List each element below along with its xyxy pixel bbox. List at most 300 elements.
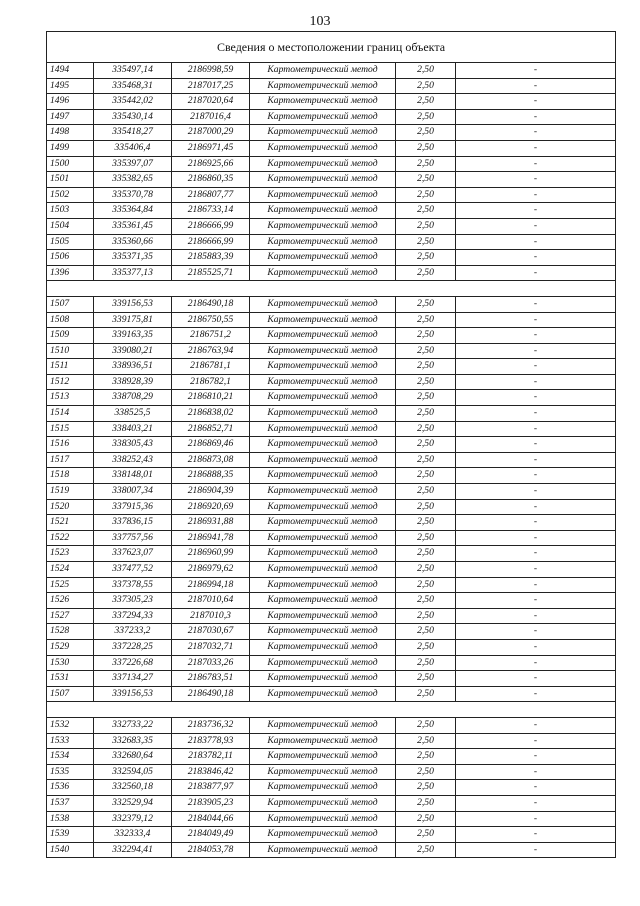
table-row — [47, 328, 616, 344]
method-cell: Картометрический метод — [250, 717, 396, 733]
table-row — [47, 655, 616, 671]
point-number-cell: 1534 — [47, 749, 94, 765]
method-cell: Картометрический метод — [250, 515, 396, 531]
accuracy-cell: 2,50 — [396, 359, 456, 375]
x-coordinate-cell: 332733,22 — [94, 717, 172, 733]
table-row — [47, 562, 616, 578]
accuracy-cell: 2,50 — [396, 624, 456, 640]
accuracy-cell: 2,50 — [396, 811, 456, 827]
table-row — [47, 374, 616, 390]
description-cell: - — [456, 717, 616, 733]
point-number-cell: 1495 — [47, 78, 94, 94]
x-coordinate-cell: 339156,53 — [94, 686, 172, 702]
y-coordinate-cell: 2186960,99 — [172, 546, 250, 562]
method-cell: Картометрический метод — [250, 577, 396, 593]
x-coordinate-cell: 332683,35 — [94, 733, 172, 749]
point-number-cell: 1526 — [47, 593, 94, 609]
accuracy-cell: 2,50 — [396, 218, 456, 234]
table-row — [47, 437, 616, 453]
x-coordinate-cell: 337134,27 — [94, 671, 172, 687]
x-coordinate-cell: 332560,18 — [94, 780, 172, 796]
accuracy-cell: 2,50 — [396, 795, 456, 811]
y-coordinate-cell: 2186810,21 — [172, 390, 250, 406]
accuracy-cell: 2,50 — [396, 63, 456, 79]
table-row — [47, 733, 616, 749]
y-coordinate-cell: 2187017,25 — [172, 78, 250, 94]
description-cell: - — [456, 406, 616, 422]
accuracy-cell: 2,50 — [396, 671, 456, 687]
point-number-cell: 1535 — [47, 764, 94, 780]
table-row — [47, 218, 616, 234]
x-coordinate-cell: 335370,78 — [94, 187, 172, 203]
y-coordinate-cell: 2187016,4 — [172, 109, 250, 125]
table-row — [47, 187, 616, 203]
table-row — [47, 234, 616, 250]
description-cell: - — [456, 187, 616, 203]
description-cell: - — [456, 374, 616, 390]
method-cell: Картометрический метод — [250, 671, 396, 687]
description-cell: - — [456, 218, 616, 234]
accuracy-cell: 2,50 — [396, 390, 456, 406]
table-row — [47, 156, 616, 172]
table-row — [47, 484, 616, 500]
accuracy-cell: 2,50 — [396, 140, 456, 156]
point-number-cell: 1502 — [47, 187, 94, 203]
method-cell: Картометрический метод — [250, 94, 396, 110]
y-coordinate-cell: 2185525,71 — [172, 265, 250, 281]
separator-row — [47, 281, 616, 297]
description-cell: - — [456, 827, 616, 843]
accuracy-cell: 2,50 — [396, 203, 456, 219]
description-cell: - — [456, 546, 616, 562]
y-coordinate-cell: 2186666,99 — [172, 234, 250, 250]
description-cell: - — [456, 63, 616, 79]
x-coordinate-cell: 338928,39 — [94, 374, 172, 390]
description-cell: - — [456, 125, 616, 141]
accuracy-cell: 2,50 — [396, 406, 456, 422]
y-coordinate-cell: 2186783,51 — [172, 671, 250, 687]
method-cell: Картометрический метод — [250, 140, 396, 156]
description-cell: - — [456, 733, 616, 749]
description-cell: - — [456, 686, 616, 702]
y-coordinate-cell: 2186931,88 — [172, 515, 250, 531]
point-number-cell: 1515 — [47, 421, 94, 437]
table-row — [47, 515, 616, 531]
table-row — [47, 78, 616, 94]
description-cell: - — [456, 203, 616, 219]
table-row — [47, 671, 616, 687]
accuracy-cell: 2,50 — [396, 437, 456, 453]
y-coordinate-cell: 2187010,3 — [172, 608, 250, 624]
method-cell: Картометрический метод — [250, 686, 396, 702]
table-row — [47, 109, 616, 125]
accuracy-cell: 2,50 — [396, 78, 456, 94]
y-coordinate-cell: 2187033,26 — [172, 655, 250, 671]
point-number-cell: 1521 — [47, 515, 94, 531]
point-number-cell: 1508 — [47, 312, 94, 328]
y-coordinate-cell: 2186994,18 — [172, 577, 250, 593]
table-row — [47, 608, 616, 624]
table-row — [47, 421, 616, 437]
point-number-cell: 1538 — [47, 811, 94, 827]
point-number-cell: 1528 — [47, 624, 94, 640]
accuracy-cell: 2,50 — [396, 125, 456, 141]
point-number-cell: 1522 — [47, 530, 94, 546]
point-number-cell: 1529 — [47, 639, 94, 655]
y-coordinate-cell: 2187000,29 — [172, 125, 250, 141]
table-row — [47, 811, 616, 827]
point-number-cell: 1500 — [47, 156, 94, 172]
accuracy-cell: 2,50 — [396, 484, 456, 500]
method-cell: Картометрический метод — [250, 499, 396, 515]
table-row — [47, 795, 616, 811]
table-row — [47, 749, 616, 765]
method-cell: Картометрический метод — [250, 468, 396, 484]
point-number-cell: 1519 — [47, 484, 94, 500]
separator-row — [47, 702, 616, 718]
description-cell: - — [456, 811, 616, 827]
x-coordinate-cell: 332529,94 — [94, 795, 172, 811]
y-coordinate-cell: 2184044,66 — [172, 811, 250, 827]
point-number-cell: 1509 — [47, 328, 94, 344]
point-number-cell: 1536 — [47, 780, 94, 796]
y-coordinate-cell: 2186852,71 — [172, 421, 250, 437]
y-coordinate-cell: 2186751,2 — [172, 328, 250, 344]
description-cell: - — [456, 842, 616, 858]
y-coordinate-cell: 2183877,97 — [172, 780, 250, 796]
x-coordinate-cell: 337915,36 — [94, 499, 172, 515]
y-coordinate-cell: 2186666,99 — [172, 218, 250, 234]
x-coordinate-cell: 335364,84 — [94, 203, 172, 219]
point-number-cell: 1503 — [47, 203, 94, 219]
y-coordinate-cell: 2186873,08 — [172, 452, 250, 468]
y-coordinate-cell: 2184053,78 — [172, 842, 250, 858]
point-number-cell: 1511 — [47, 359, 94, 375]
y-coordinate-cell: 2186782,1 — [172, 374, 250, 390]
accuracy-cell: 2,50 — [396, 764, 456, 780]
point-number-cell: 1531 — [47, 671, 94, 687]
x-coordinate-cell: 332379,12 — [94, 811, 172, 827]
y-coordinate-cell: 2186763,94 — [172, 343, 250, 359]
table-row — [47, 827, 616, 843]
accuracy-cell: 2,50 — [396, 639, 456, 655]
description-cell: - — [456, 577, 616, 593]
point-number-cell: 1533 — [47, 733, 94, 749]
y-coordinate-cell: 2183846,42 — [172, 764, 250, 780]
point-number-cell: 1396 — [47, 265, 94, 281]
description-cell: - — [456, 764, 616, 780]
point-number-cell: 1512 — [47, 374, 94, 390]
x-coordinate-cell: 339156,53 — [94, 296, 172, 312]
method-cell: Картометрический метод — [250, 265, 396, 281]
accuracy-cell: 2,50 — [396, 250, 456, 266]
accuracy-cell: 2,50 — [396, 608, 456, 624]
table-row — [47, 296, 616, 312]
description-cell: - — [456, 312, 616, 328]
method-cell: Картометрический метод — [250, 203, 396, 219]
table-row — [47, 499, 616, 515]
description-cell: - — [456, 234, 616, 250]
accuracy-cell: 2,50 — [396, 686, 456, 702]
table-row — [47, 312, 616, 328]
table-row — [47, 717, 616, 733]
separator-cell — [47, 281, 616, 297]
method-cell: Картометрический метод — [250, 795, 396, 811]
method-cell: Картометрический метод — [250, 421, 396, 437]
x-coordinate-cell: 338007,34 — [94, 484, 172, 500]
method-cell: Картометрический метод — [250, 78, 396, 94]
y-coordinate-cell: 2186860,35 — [172, 172, 250, 188]
x-coordinate-cell: 337836,15 — [94, 515, 172, 531]
x-coordinate-cell: 339080,21 — [94, 343, 172, 359]
table-row — [47, 764, 616, 780]
point-number-cell: 1517 — [47, 452, 94, 468]
x-coordinate-cell: 337233,2 — [94, 624, 172, 640]
y-coordinate-cell: 2184049,49 — [172, 827, 250, 843]
method-cell: Картометрический метод — [250, 827, 396, 843]
method-cell: Картометрический метод — [250, 390, 396, 406]
accuracy-cell: 2,50 — [396, 421, 456, 437]
accuracy-cell: 2,50 — [396, 780, 456, 796]
description-cell: - — [456, 749, 616, 765]
x-coordinate-cell: 335377,13 — [94, 265, 172, 281]
x-coordinate-cell: 338403,21 — [94, 421, 172, 437]
x-coordinate-cell: 337623,07 — [94, 546, 172, 562]
point-number-cell: 1518 — [47, 468, 94, 484]
x-coordinate-cell: 335468,31 — [94, 78, 172, 94]
accuracy-cell: 2,50 — [396, 842, 456, 858]
description-cell: - — [456, 328, 616, 344]
description-cell: - — [456, 452, 616, 468]
accuracy-cell: 2,50 — [396, 156, 456, 172]
x-coordinate-cell: 339175,81 — [94, 312, 172, 328]
description-cell: - — [456, 655, 616, 671]
y-coordinate-cell: 2186979,62 — [172, 562, 250, 578]
x-coordinate-cell: 335497,14 — [94, 63, 172, 79]
description-cell: - — [456, 265, 616, 281]
y-coordinate-cell: 2183736,32 — [172, 717, 250, 733]
point-number-cell: 1505 — [47, 234, 94, 250]
x-coordinate-cell: 335361,45 — [94, 218, 172, 234]
y-coordinate-cell: 2186920,69 — [172, 499, 250, 515]
table-row — [47, 359, 616, 375]
point-number-cell: 1507 — [47, 686, 94, 702]
boundary-table — [46, 31, 615, 858]
accuracy-cell: 2,50 — [396, 265, 456, 281]
table-row — [47, 452, 616, 468]
x-coordinate-cell: 335406,4 — [94, 140, 172, 156]
method-cell: Картометрический метод — [250, 593, 396, 609]
x-coordinate-cell: 338148,01 — [94, 468, 172, 484]
point-number-cell: 1497 — [47, 109, 94, 125]
table-row — [47, 546, 616, 562]
x-coordinate-cell: 332594,05 — [94, 764, 172, 780]
description-cell: - — [456, 421, 616, 437]
method-cell: Картометрический метод — [250, 312, 396, 328]
y-coordinate-cell: 2186888,35 — [172, 468, 250, 484]
point-number-cell: 1524 — [47, 562, 94, 578]
table-row — [47, 842, 616, 858]
x-coordinate-cell: 338305,43 — [94, 437, 172, 453]
method-cell: Картометрический метод — [250, 374, 396, 390]
accuracy-cell: 2,50 — [396, 530, 456, 546]
table-row — [47, 468, 616, 484]
description-cell: - — [456, 593, 616, 609]
table-row — [47, 172, 616, 188]
y-coordinate-cell: 2186838,02 — [172, 406, 250, 422]
y-coordinate-cell: 2187020,64 — [172, 94, 250, 110]
method-cell: Картометрический метод — [250, 484, 396, 500]
y-coordinate-cell: 2186490,18 — [172, 296, 250, 312]
method-cell: Картометрический метод — [250, 780, 396, 796]
accuracy-cell: 2,50 — [396, 172, 456, 188]
table-row — [47, 125, 616, 141]
table-row — [47, 63, 616, 79]
y-coordinate-cell: 2186925,66 — [172, 156, 250, 172]
accuracy-cell: 2,50 — [396, 187, 456, 203]
accuracy-cell: 2,50 — [396, 94, 456, 110]
method-cell: Картометрический метод — [250, 842, 396, 858]
x-coordinate-cell: 337378,55 — [94, 577, 172, 593]
y-coordinate-cell: 2186750,55 — [172, 312, 250, 328]
point-number-cell: 1499 — [47, 140, 94, 156]
x-coordinate-cell: 335430,14 — [94, 109, 172, 125]
method-cell: Картометрический метод — [250, 234, 396, 250]
x-coordinate-cell: 337477,52 — [94, 562, 172, 578]
x-coordinate-cell: 339163,35 — [94, 328, 172, 344]
x-coordinate-cell: 335382,65 — [94, 172, 172, 188]
y-coordinate-cell: 2187032,71 — [172, 639, 250, 655]
point-number-cell: 1523 — [47, 546, 94, 562]
method-cell: Картометрический метод — [250, 764, 396, 780]
point-number-cell: 1539 — [47, 827, 94, 843]
x-coordinate-cell: 338936,51 — [94, 359, 172, 375]
description-cell: - — [456, 562, 616, 578]
point-number-cell: 1527 — [47, 608, 94, 624]
description-cell: - — [456, 359, 616, 375]
x-coordinate-cell: 338708,29 — [94, 390, 172, 406]
accuracy-cell: 2,50 — [396, 515, 456, 531]
table-row — [47, 343, 616, 359]
y-coordinate-cell: 2186904,39 — [172, 484, 250, 500]
description-cell: - — [456, 296, 616, 312]
method-cell: Картометрический метод — [250, 218, 396, 234]
page-number: 103 — [309, 14, 331, 29]
table-row — [47, 140, 616, 156]
description-cell: - — [456, 780, 616, 796]
description-cell: - — [456, 639, 616, 655]
method-cell: Картометрический метод — [250, 125, 396, 141]
method-cell: Картометрический метод — [250, 109, 396, 125]
table-row — [47, 686, 616, 702]
x-coordinate-cell: 337305,23 — [94, 593, 172, 609]
method-cell: Картометрический метод — [250, 187, 396, 203]
x-coordinate-cell: 335360,66 — [94, 234, 172, 250]
method-cell: Картометрический метод — [250, 655, 396, 671]
point-number-cell: 1494 — [47, 63, 94, 79]
table-row — [47, 530, 616, 546]
point-number-cell: 1530 — [47, 655, 94, 671]
y-coordinate-cell: 2186490,18 — [172, 686, 250, 702]
description-cell: - — [456, 484, 616, 500]
description-cell: - — [456, 140, 616, 156]
method-cell: Картометрический метод — [250, 562, 396, 578]
accuracy-cell: 2,50 — [396, 827, 456, 843]
accuracy-cell: 2,50 — [396, 296, 456, 312]
x-coordinate-cell: 332294,41 — [94, 842, 172, 858]
description-cell: - — [456, 499, 616, 515]
table-row — [47, 624, 616, 640]
description-cell: - — [456, 250, 616, 266]
point-number-cell: 1510 — [47, 343, 94, 359]
point-number-cell: 1537 — [47, 795, 94, 811]
accuracy-cell: 2,50 — [396, 655, 456, 671]
x-coordinate-cell: 338525,5 — [94, 406, 172, 422]
method-cell: Картометрический метод — [250, 608, 396, 624]
x-coordinate-cell: 337226,68 — [94, 655, 172, 671]
y-coordinate-cell: 2187030,67 — [172, 624, 250, 640]
table-row — [47, 593, 616, 609]
method-cell: Картометрический метод — [250, 733, 396, 749]
y-coordinate-cell: 2183778,93 — [172, 733, 250, 749]
x-coordinate-cell: 337294,33 — [94, 608, 172, 624]
description-cell: - — [456, 156, 616, 172]
point-number-cell: 1504 — [47, 218, 94, 234]
description-cell: - — [456, 390, 616, 406]
x-coordinate-cell: 338252,43 — [94, 452, 172, 468]
method-cell: Картометрический метод — [250, 811, 396, 827]
accuracy-cell: 2,50 — [396, 499, 456, 515]
description-cell: - — [456, 671, 616, 687]
accuracy-cell: 2,50 — [396, 234, 456, 250]
table-title-row — [47, 32, 616, 63]
description-cell: - — [456, 343, 616, 359]
table-row — [47, 203, 616, 219]
table-title: Сведения о местоположении границ объекта — [47, 32, 616, 63]
y-coordinate-cell: 2186733,14 — [172, 203, 250, 219]
description-cell: - — [456, 468, 616, 484]
accuracy-cell: 2,50 — [396, 328, 456, 344]
method-cell: Картометрический метод — [250, 639, 396, 655]
y-coordinate-cell: 2186807,77 — [172, 187, 250, 203]
accuracy-cell: 2,50 — [396, 577, 456, 593]
point-number-cell: 1498 — [47, 125, 94, 141]
y-coordinate-cell: 2185883,39 — [172, 250, 250, 266]
accuracy-cell: 2,50 — [396, 593, 456, 609]
accuracy-cell: 2,50 — [396, 733, 456, 749]
table-row — [47, 390, 616, 406]
accuracy-cell: 2,50 — [396, 374, 456, 390]
point-number-cell: 1514 — [47, 406, 94, 422]
point-number-cell: 1507 — [47, 296, 94, 312]
method-cell: Картометрический метод — [250, 406, 396, 422]
method-cell: Картометрический метод — [250, 156, 396, 172]
description-cell: - — [456, 530, 616, 546]
y-coordinate-cell: 2186869,46 — [172, 437, 250, 453]
y-coordinate-cell: 2186998,59 — [172, 63, 250, 79]
point-number-cell: 1501 — [47, 172, 94, 188]
method-cell: Картометрический метод — [250, 437, 396, 453]
method-cell: Картометрический метод — [250, 172, 396, 188]
method-cell: Картометрический метод — [250, 359, 396, 375]
y-coordinate-cell: 2187010,64 — [172, 593, 250, 609]
table-row — [47, 406, 616, 422]
method-cell: Картометрический метод — [250, 343, 396, 359]
method-cell: Картометрический метод — [250, 328, 396, 344]
x-coordinate-cell: 332680,64 — [94, 749, 172, 765]
point-number-cell: 1516 — [47, 437, 94, 453]
point-number-cell: 1525 — [47, 577, 94, 593]
